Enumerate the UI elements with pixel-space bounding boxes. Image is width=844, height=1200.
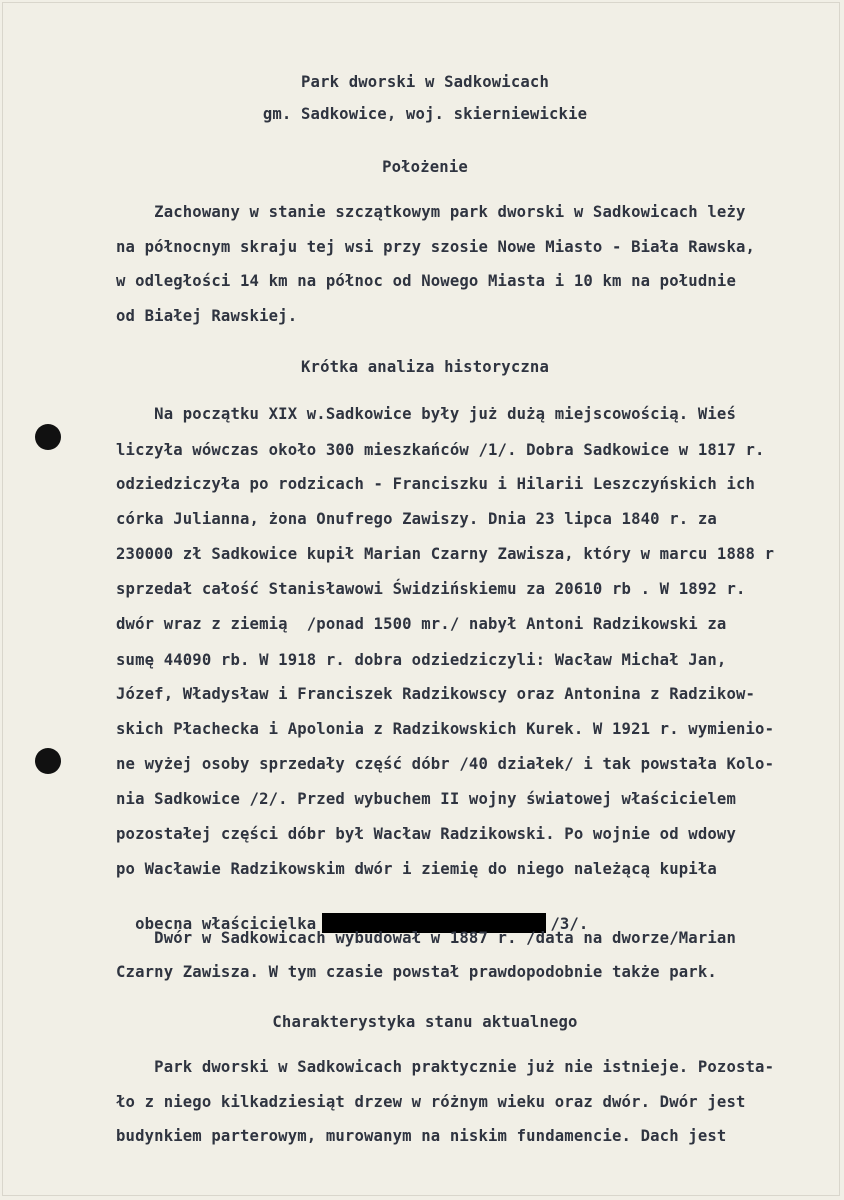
punch-hole-bottom xyxy=(35,748,61,774)
owner-line-prefix: obecna właścicielka xyxy=(135,915,317,933)
paragraph-line: Józef, Władysław i Franciszek Radzikowscy oraz Antonina z Radzikow- xyxy=(116,685,756,703)
paragraph-line: Na początku XIX w.Sadkowice były już dużą miejscowością. Wieś xyxy=(116,405,736,423)
paragraph-line: sumę 44090 rb. W 1918 r. dobra odziedziczyli: Wacław Michał Jan, xyxy=(116,651,727,669)
paragraph-line: ło z niego kilkadziesiąt drzew w różnym wieku oraz dwór. Dwór jest xyxy=(116,1093,746,1111)
paragraph-line: sprzedał całość Stanisławowi Świdzińskiemu za 20610 rb . W 1892 r. xyxy=(116,580,746,598)
paragraph-line: od Białej Rawskiej. xyxy=(116,307,298,325)
section-heading-history: Krótka analiza historyczna xyxy=(301,358,549,376)
paragraph-line: Czarny Zawisza. W tym czasie powstał prawdopodobnie także park. xyxy=(116,963,717,981)
paragraph-line: po Wacławie Radzikowskim dwór i ziemię do niego należącą kupiła xyxy=(116,860,717,878)
paragraph-line: 230000 zł Sadkowice kupił Marian Czarny Zawisza, który w marcu 1888 r xyxy=(116,545,775,563)
section-heading-current-state: Charakterystyka stanu aktualnego xyxy=(272,1013,578,1031)
paragraph-line: ne wyżej osoby sprzedały część dóbr /40 działek/ i tak powstała Kolo- xyxy=(116,755,775,773)
paragraph-line: skich Płachecka i Apolonia z Radzikowskich Kurek. W 1921 r. wymienio- xyxy=(116,720,775,738)
paragraph-line: nia Sadkowice /2/. Przed wybuchem II wojny światowej właścicielem xyxy=(116,790,736,808)
paragraph-line: Zachowany w stanie szczątkowym park dworski w Sadkowicach leży xyxy=(116,203,746,221)
document-title: Park dworski w Sadkowicach xyxy=(301,73,549,91)
paragraph-line: w odległości 14 km na północ od Nowego Miasta i 10 km na południe xyxy=(116,272,736,290)
paragraph-line: dwór wraz z ziemią /ponad 1500 mr./ nabył Antoni Radzikowski za xyxy=(116,615,727,633)
paragraph-line: liczyła wówczas około 300 mieszkańców /1/. Dobra Sadkowice w 1817 r. xyxy=(116,441,765,459)
section-heading-location: Położenie xyxy=(382,158,468,176)
paragraph-line: na północnym skraju tej wsi przy szosie Nowe Miasto - Biała Rawska, xyxy=(116,238,756,256)
owner-line-suffix: /3/. xyxy=(550,915,589,933)
paragraph-line: odziedziczyła po rodzicach - Franciszku i Hilarii Leszczyńskich ich xyxy=(116,475,756,493)
paragraph-line: córka Julianna, żona Onufrego Zawiszy. Dnia 23 lipca 1840 r. za xyxy=(116,510,717,528)
paragraph-line: budynkiem parterowym, murowanym na niskim fundamencie. Dach jest xyxy=(116,1127,727,1145)
paragraph-line: pozostałej części dóbr był Wacław Radzikowski. Po wojnie od wdowy xyxy=(116,825,736,843)
paragraph-line: Park dworski w Sadkowicach praktycznie już nie istnieje. Pozosta- xyxy=(116,1058,775,1076)
punch-hole-top xyxy=(35,424,61,450)
paragraph-line: Dwór w Sadkowicach wybudował w 1887 r. /data na dworze/Marian xyxy=(116,929,736,947)
document-subtitle: gm. Sadkowice, woj. skierniewickie xyxy=(262,105,588,123)
